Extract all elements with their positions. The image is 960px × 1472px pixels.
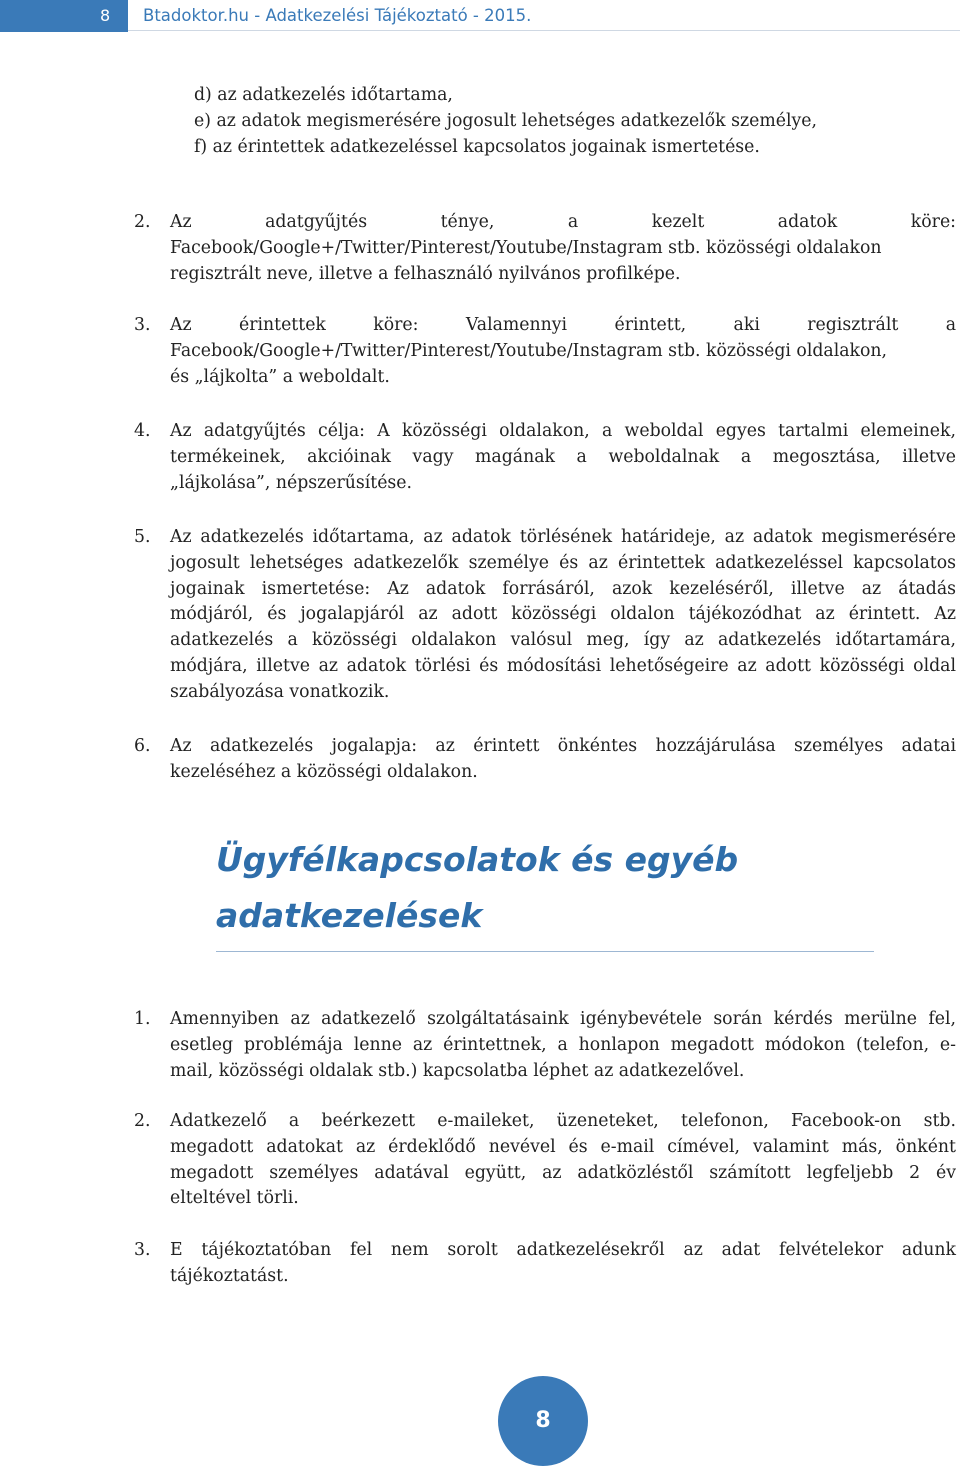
list-item [134,1238,956,1290]
list-line: Facebook/Google+/Twitter/Pinterest/Youtube/Instagram stb. közösségi oldalakon [170,237,882,258]
list-line: Adatkezelő a beérkezett e-maileket, üzeneteket, telefonon, Facebook-on stb. [170,1111,956,1131]
list-line: termékeinek, akcióinak vagy magának a weboldalnak a megosztása, illetve [170,446,956,467]
list-line: módjáról, és jogalapjáról az adott közösségi oldalon tájékozódhat az érintett. Az [170,604,956,625]
list-item [134,525,956,706]
list-item [134,1109,956,1212]
list-line: mail, közösségi oldalak stb.) kapcsolatba léphet az adatkezelővel. [170,1060,745,1081]
list-number: 1. [134,1009,151,1029]
list-line: „lájkolása”, népszerűsítése. [170,472,413,493]
sub-list-item: f) az érintettek adatkezeléssel kapcsolatos jogainak ismertetése. [194,137,760,157]
list-number: 3. [134,1240,151,1260]
list-number: 2. [134,1111,151,1131]
list-item [134,313,956,390]
list-line: regisztrált neve, illetve a felhasználó nyilvános profilképe. [170,263,681,284]
footer-page-number: 8 [498,1376,588,1466]
sub-list [194,82,817,160]
list-line: Az adatgyűjtés célja: A közösségi oldalakon, a weboldal egyes tartalmi elemeinek, [170,421,956,441]
list-item [134,419,956,496]
list-item [134,734,956,786]
list-line: Az adatgyűjtés ténye, a kezelt adatok köre: [170,212,956,232]
sub-list-item: d) az adatkezelés időtartama, [194,85,453,105]
list-line: és „lájkolta” a weboldalt. [170,366,390,387]
section-title [216,832,738,944]
list-number: 2. [134,212,151,232]
section-title-line: Ügyfélkapcsolatok és egyéb [216,840,739,879]
list-number: 3. [134,315,151,335]
list-line: E tájékoztatóban fel nem sorolt adatkezelésekről az adat felvételekor adunk [170,1240,956,1260]
list-line: esetleg problémája lenne az érintettnek, a honlapon megadott módokon (telefon, e- [170,1034,956,1055]
list-item [134,210,956,287]
section-title-line: adatkezelések [216,896,483,935]
list-line: elteltével törli. [170,1188,299,1209]
list-line: jogainak ismertetése: Az adatok forrásáról, azok kezeléséről, illetve az átadás [170,578,956,599]
list-item [134,1007,956,1084]
list-line: Facebook/Google+/Twitter/Pinterest/Youtube/Instagram stb. közösségi oldalakon, [170,340,888,361]
list-line: tájékoztatást. [170,1265,289,1286]
list-line: szabályozása vonatkozik. [170,681,390,702]
list-line: jogosult lehetséges adatkezelők személye és az érintettek adatkezeléssel kapcsolatos [170,552,956,573]
section-divider [216,951,874,952]
list-line: adatkezelés a közösségi oldalakon valósul meg, így az adatkezelés időtartamára, [170,630,956,651]
list-line: Az adatkezelés időtartama, az adatok törlésének határideje, az adatok megismerésére [170,527,956,547]
list-line: módjára, illetve az adatok törlési és módosítási lehetőségeire az adott közösségi oldal [170,655,956,676]
list-line: Az érintettek köre: Valamennyi érintett, aki regisztrált a [170,315,956,335]
list-line: megadott adatokat az érdeklődő nevével és e-mail címével, valamint más, önként [170,1136,956,1157]
list-line: Az adatkezelés jogalapja: az érintett önkéntes hozzájárulása személyes adatai [170,736,956,756]
header-page-number: 8 [0,0,128,32]
header-divider [128,30,960,31]
sub-list-item: e) az adatok megismerésére jogosult lehetséges adatkezelők személye, [194,111,817,131]
list-line: kezeléséhez a közösségi oldalakon. [170,761,478,782]
page-header [0,0,960,32]
header-title: Btadoktor.hu - Adatkezelési Tájékoztató - 2015. [143,6,532,25]
list-number: 6. [134,736,151,756]
list-line: Amennyiben az adatkezelő szolgáltatásaink igénybevétele során kérdés merülne fel, [170,1009,956,1029]
list-number: 4. [134,421,151,441]
list-line: megadott személyes adatával együtt, az adatközléstől számított legfeljebb 2 év [170,1162,956,1183]
list-number: 5. [134,527,151,547]
